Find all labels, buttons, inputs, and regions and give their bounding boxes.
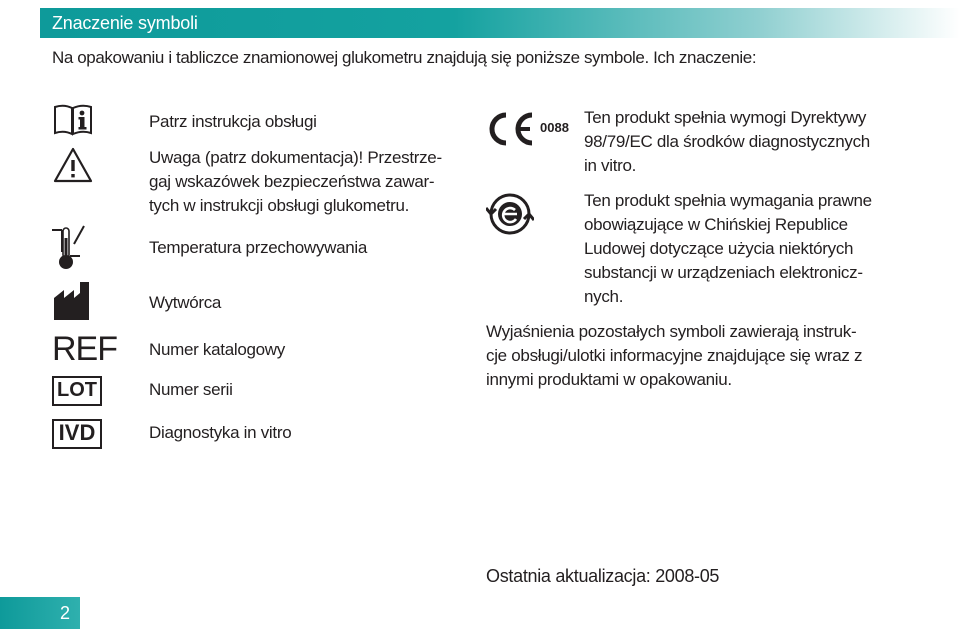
lot-symbol: LOT — [52, 376, 102, 406]
ivd-symbol: IVD — [52, 419, 102, 449]
manual-icon — [52, 103, 94, 142]
ce-text-line-1: Ten produkt spełnia wymogi Dyrektywy — [584, 108, 867, 127]
factory-icon — [52, 280, 92, 327]
warning-label-line-3: tych w instrukcji obsługi glukometru. — [149, 196, 410, 215]
ce-text-line-3: in vitro. — [584, 156, 637, 175]
ref-label: Numer katalogowy — [149, 340, 285, 359]
china-rohs-icon — [486, 190, 534, 243]
other-text-line-1: Wyjaśnienia pozostałych symboli zawierają instruk- — [486, 322, 857, 341]
intro-text: Na opakowaniu i tabliczce znamionowej glukometru znajdują się poniższe symbole. Ich znaczenie: — [52, 48, 757, 67]
china-text-line-1: Ten produkt spełnia wymagania prawne — [584, 191, 872, 210]
page-number-box — [0, 597, 80, 629]
warning-icon — [52, 146, 94, 189]
page-title: Znaczenie symboli — [52, 13, 198, 33]
china-text-line-5: nych. — [584, 287, 624, 306]
ref-symbol: REF — [52, 330, 117, 368]
ce-mark-icon — [486, 110, 538, 153]
manual-label: Patrz instrukcja obsługi — [149, 112, 317, 131]
ce-text-line-2: 98/79/EC dla środków diagnostycznych — [584, 132, 870, 151]
china-text-line-3: Ludowej dotyczące użycia niektórych — [584, 239, 854, 258]
other-text-line-2: cje obsługi/ulotki informacyjne znajdujące się wraz z — [486, 346, 863, 365]
header-bar — [40, 8, 960, 38]
page-number: 2 — [59, 603, 70, 623]
temperature-label: Temperatura przechowywania — [149, 238, 368, 257]
china-text-line-4: substancji w urządzeniach elektronicz- — [584, 263, 863, 282]
ivd-label: Diagnostyka in vitro — [149, 423, 292, 442]
thermometer-icon — [50, 222, 90, 279]
last-updated: Ostatnia aktualizacja: 2008-05 — [486, 566, 720, 586]
ce-number: 0088 — [540, 120, 569, 135]
lot-label: Numer serii — [149, 380, 233, 399]
warning-label-line-1: Uwaga (patrz dokumentacja)! Przestrze- — [149, 148, 442, 167]
warning-label-line-2: gaj wskazówek bezpieczeństwa zawar- — [149, 172, 435, 191]
manufacturer-label: Wytwórca — [149, 293, 222, 312]
china-text-line-2: obowiązujące w Chińskiej Republice — [584, 215, 848, 234]
other-text-line-3: innymi produktami w opakowaniu. — [486, 370, 732, 389]
